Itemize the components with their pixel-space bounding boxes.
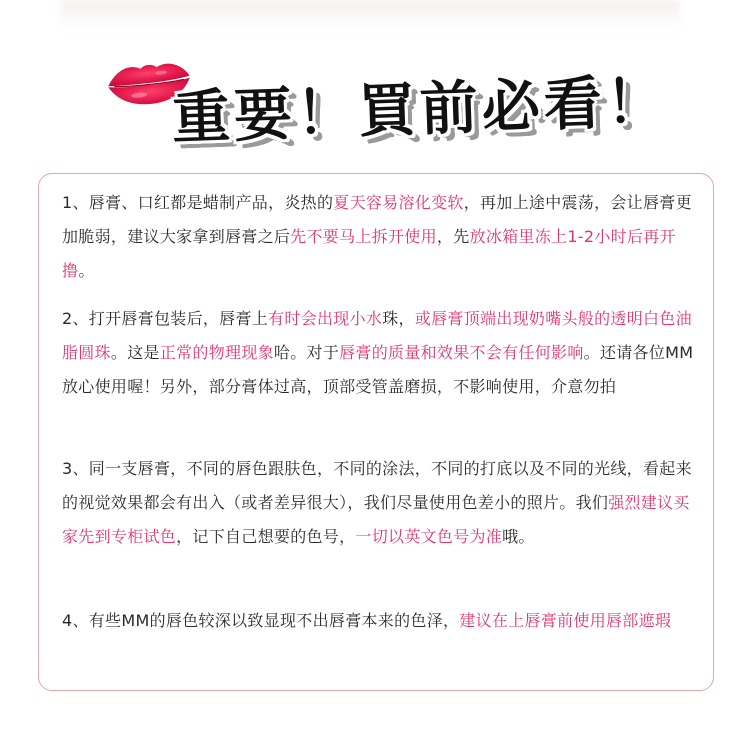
text-segment: ，先 [436,227,470,246]
text-segment: 3、同一支唇膏，不同的唇色跟肤色，不同的涂法，不同的打底以及不同的光线，看起来的视觉效果都会有出入（或者差异很大），我们尽量使用色差小的照片。我们 [62,459,692,512]
top-fade-strip [60,0,680,32]
text-segment: 2、打开唇膏包装后，唇膏上 [62,309,269,328]
notice-item-3 [62,452,702,554]
text-segment: 4、有些MM的唇色较深以致显现不出唇膏本来的色泽， [62,611,460,630]
highlight-segment: 有时会出现小水 [268,309,383,328]
highlight-segment: 强烈建议买家先到专柜试色 [62,493,690,546]
text-segment: 哈。对于 [273,343,340,362]
highlight-segment: 夏天容易溶化变软 [333,193,464,212]
highlight-segment: 放冰箱里冻上1-2小时后再开撸 [62,227,676,280]
highlight-segment: 唇膏的质量和效果不会有任何影响 [339,343,584,362]
highlight-segment: 先不要马上拆开使用 [290,227,437,246]
highlight-segment: 建议在上唇膏前使用唇部遮瑕 [459,611,672,630]
text-segment: ，再加上途中震荡，会让唇膏更加脆弱，建议大家拿到唇膏之后 [62,193,692,246]
highlight-segment: 或唇膏顶端出现奶嘴头般的透明白色油脂圆珠 [62,309,692,362]
notice-item-4 [62,604,702,638]
page-title: 重要！買前必看！ [170,66,669,152]
notice-item-2 [62,302,702,404]
text-segment: 。还请各位MM放心使用喔！另外，部分膏体过高，顶部受管盖磨损，不影响使用，介意勿拍 [62,343,694,396]
text-segment: 。 [78,261,95,280]
notice-item-1 [62,186,702,288]
text-segment: 。这是 [110,343,160,362]
text-segment: 哦。 [502,527,535,546]
text-segment: 珠， [382,309,415,328]
highlight-segment: 正常的物理现象 [159,343,274,362]
highlight-segment: 一切以英文色号为准 [355,527,503,546]
text-segment: 1、唇膏、口红都是蜡制产品，炎热的 [62,193,334,212]
header-banner [0,50,750,160]
text-segment: ，记下自己想要的色号， [176,527,356,546]
